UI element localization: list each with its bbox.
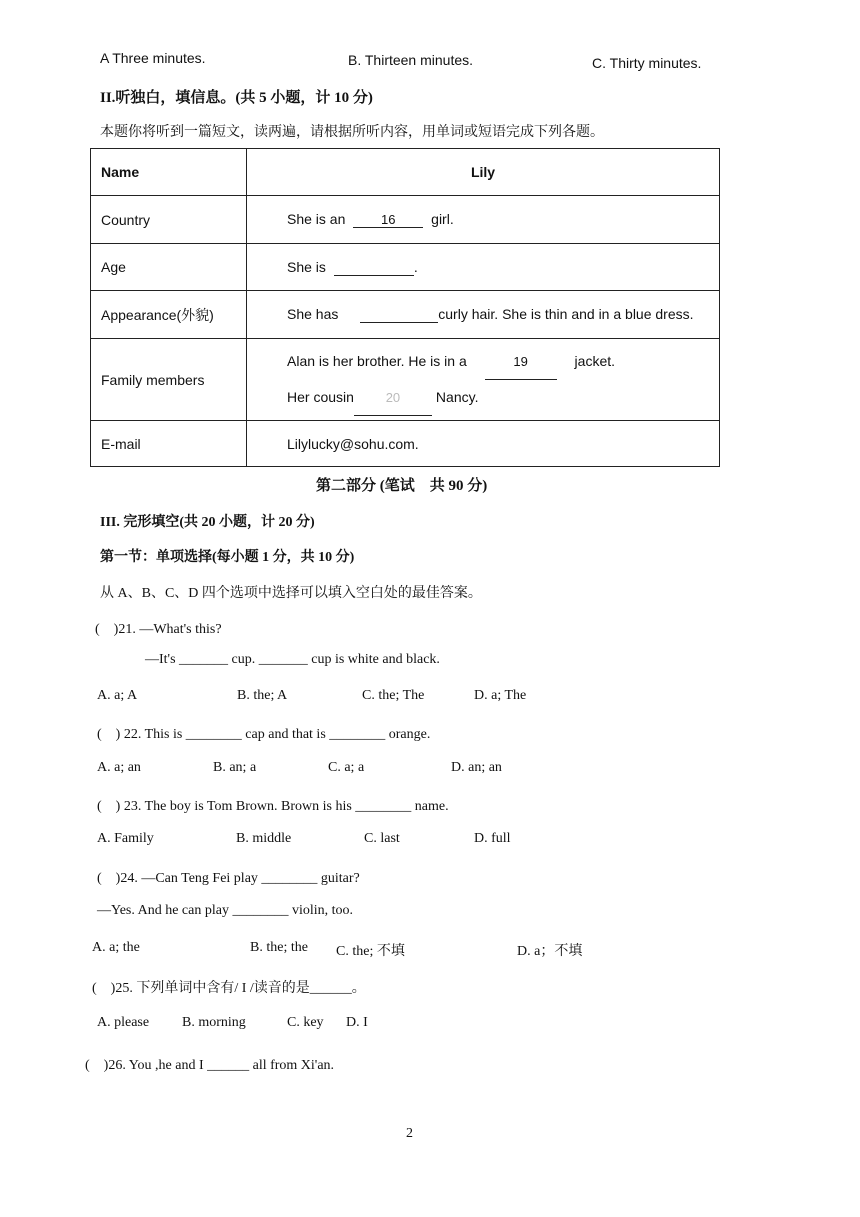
family-line1	[287, 344, 709, 380]
question-22: ( ) 22. This is ________ cap and that is ________ orange.	[97, 727, 431, 742]
q24-option-c: C. the; 不填	[336, 944, 405, 959]
table-row	[91, 149, 720, 196]
blank-19: 19	[485, 345, 557, 380]
age-pre: She is	[287, 258, 326, 275]
family-line1-post: jacket.	[574, 352, 616, 369]
q23-option-b: B. middle	[236, 831, 292, 846]
blank-20: 20	[354, 381, 432, 416]
q25-option-d: D. I	[346, 1015, 368, 1030]
email-label: E-mail	[91, 421, 247, 467]
q23-option-c: C. last	[364, 831, 400, 846]
q22-option-d: D. an; an	[451, 760, 502, 775]
section3-instruction: 从 A、B、C、D 四个选项中选择可以填入空白处的最佳答案。	[100, 586, 482, 601]
table-row	[91, 421, 720, 467]
option-c-thirty-minutes: C. Thirty minutes.	[592, 55, 702, 71]
question-26: ( )26. You ,he and I ______ all from Xi'an.	[85, 1058, 335, 1073]
family-label: Family members	[91, 339, 247, 421]
question-21-line2: —It's _______ cup. _______ cup is white and black.	[145, 652, 440, 667]
age-cell	[247, 244, 720, 291]
question-21: ( )21. —What's this?	[95, 622, 222, 637]
email-value: Lilylucky@sohu.com.	[247, 421, 720, 467]
section2-heading: II.听独白，填信息。(共 5 小题，计 10 分)	[100, 90, 373, 106]
table-row	[91, 339, 720, 421]
question-23: ( ) 23. The boy is Tom Brown. Brown is his ________ name.	[97, 799, 449, 814]
q25-option-c: C. key	[287, 1015, 324, 1030]
q22-option-b: B. an; a	[213, 760, 257, 775]
q21-option-d: D. a; The	[474, 688, 527, 703]
family-line2	[287, 380, 709, 416]
table-row	[91, 196, 720, 244]
q24-option-a: A. a; the	[92, 940, 140, 955]
country-label: Country	[91, 196, 247, 244]
q25-option-b: B. morning	[182, 1015, 246, 1030]
name-label: Name	[91, 149, 247, 196]
name-value: Lily	[247, 149, 720, 196]
table-row	[91, 291, 720, 339]
family-line2-post: Nancy.	[435, 388, 479, 405]
blank-16: 16	[353, 212, 423, 228]
family-line2-pre: Her cousin	[287, 388, 354, 405]
q22-option-c: C. a; a	[328, 760, 365, 775]
table-row	[91, 244, 720, 291]
question-24: ( )24. —Can Teng Fei play ________ guitar?	[97, 871, 360, 886]
blank-18	[360, 306, 438, 323]
q22-option-a: A. a; an	[97, 760, 141, 775]
appearance-label: Appearance(外貌)	[91, 291, 247, 339]
q23-option-a: A. Family	[97, 831, 154, 846]
family-cell	[247, 339, 720, 421]
option-a-three-minutes: A Three minutes.	[100, 50, 206, 66]
country-pre: She is an	[287, 211, 346, 227]
country-post: girl.	[431, 211, 454, 227]
appearance-pre: She has	[287, 306, 339, 322]
option-b-thirteen-minutes: B. Thirteen minutes.	[348, 52, 474, 68]
info-table	[90, 148, 720, 467]
question-25: ( )25. 下列单词中含有/ I /读音的是______。	[92, 981, 366, 996]
age-post: .	[413, 258, 418, 275]
country-cell	[247, 196, 720, 244]
part2-title: 第二部分 (笔试 共 90 分)	[316, 478, 488, 494]
family-line1-pre: Alan is her brother. He is in a	[287, 352, 467, 369]
page-number: 2	[406, 1126, 413, 1141]
section3-heading: III. 完形填空(共 20 小题，计 20 分)	[100, 515, 315, 530]
section3-subheading: 第一节：单项选择(每小题 1 分，共 10 分)	[100, 550, 355, 565]
q21-option-b: B. the; A	[237, 688, 288, 703]
q23-option-d: D. full	[474, 831, 511, 846]
appearance-cell	[247, 291, 720, 339]
q21-option-a: A. a; A	[97, 688, 138, 703]
section2-instruction: 本题你将听到一篇短文，读两遍，请根据所听内容，用单词或短语完成下列各题。	[100, 125, 604, 140]
age-label: Age	[91, 244, 247, 291]
q21-option-c: C. the; The	[362, 688, 425, 703]
blank-17	[334, 259, 414, 276]
q25-option-a: A. please	[97, 1015, 150, 1030]
q24-option-b: B. the; the	[250, 940, 308, 955]
q24-option-d: D. a；不填	[517, 944, 583, 959]
question-24-line2: —Yes. And he can play ________ violin, too.	[97, 903, 354, 918]
appearance-post: curly hair. She is thin and in a blue dress.	[438, 306, 694, 322]
